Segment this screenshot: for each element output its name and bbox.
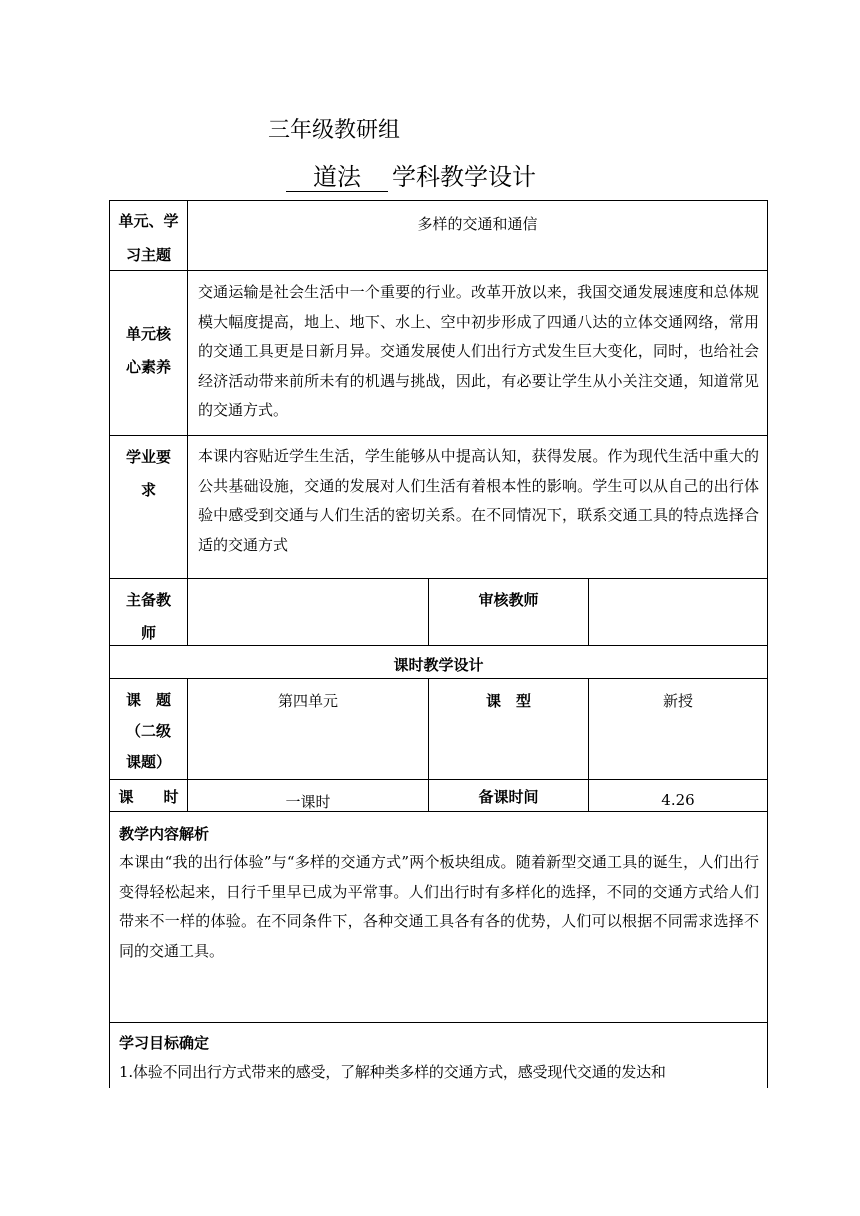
lesson-design-heading: 课时教学设计: [393, 656, 484, 674]
lesson-type-label: 课 型: [485, 692, 531, 710]
period-label: 课 时: [118, 788, 179, 806]
main-teacher-label: 主备教 师: [125, 591, 171, 642]
unit-topic-label: 单元、学 习主题: [118, 212, 179, 264]
row-divider: [110, 270, 767, 271]
unit-topic-value: 多样的交通和通信: [417, 215, 538, 233]
lesson-topic-label: 课 题 （二级 课题）: [125, 691, 171, 771]
column-divider: [187, 201, 188, 645]
title-suffix: 学科教学设计: [392, 163, 536, 191]
prep-time-label: 备课时间: [478, 788, 539, 806]
learning-goals-heading: 学习目标确定: [119, 1034, 210, 1052]
period-value: 一课时: [285, 793, 331, 811]
content-analysis-heading: 教学内容解析: [119, 825, 210, 843]
subject-name: 道法: [286, 163, 388, 192]
teaching-group: 三年级教研组: [268, 118, 401, 143]
column-divider: [588, 578, 589, 645]
lesson-topic-value: 第四单元: [277, 692, 338, 710]
academic-requirements-label: 学业要 求: [125, 448, 171, 499]
row-divider: [110, 435, 767, 436]
academic-requirements-text: 本课内容贴近学生生活，学生能够从中提高认知，获得发展。作为现代生活中重大的公共基础设施，交通的发展对人们生活有着根本性的影响。学生可以从自己的出行体验中感受到交通与人们生活的密切关系。在不同情况下，联系交通工具的特点选择合适的交通方式: [198, 447, 759, 554]
row-divider: [110, 779, 767, 780]
prep-time-value: 4.26: [661, 791, 695, 809]
lesson-type-value: 新授: [662, 692, 693, 710]
review-teacher-label: 审核教师: [478, 591, 539, 609]
learning-goals-text: 1.体验不同出行方式带来的感受，了解种类多样的交通方式，感受现代交通的发达和: [119, 1063, 666, 1081]
document-title: [286, 157, 536, 192]
row-divider: [110, 1022, 767, 1023]
core-literacy-label: 单元核 心素养: [125, 325, 171, 376]
core-literacy-text: 交通运输是社会生活中一个重要的行业。改革开放以来，我国交通发展速度和总体规模大幅度提高，地上、地下、水上、空中初步形成了四通八达的立体交通网络，常用的交通工具更是日新月异。交通发展使人们出行方式发生巨大变化，同时，也给社会经济活动带来前所未有的机遇与挑战，因此，有必要让学生从小关注交通，知道常见的交通方式。: [198, 283, 759, 419]
content-analysis-text: 本课由“我的出行体验”与“多样的交通方式”两个板块组成。随着新型交通工具的诞生，人们出行变得轻松起来，日行千里早已成为平常事。人们出行时有多样化的选择，不同的交通方式给人们带来不一样的体验。在不同条件下，各种交通工具各有各的优势，人们可以根据不同需求选择不同的交通工具。: [119, 853, 759, 960]
row-divider: [110, 578, 767, 579]
row-divider: [110, 645, 767, 646]
lesson-design-table: [109, 200, 768, 1088]
